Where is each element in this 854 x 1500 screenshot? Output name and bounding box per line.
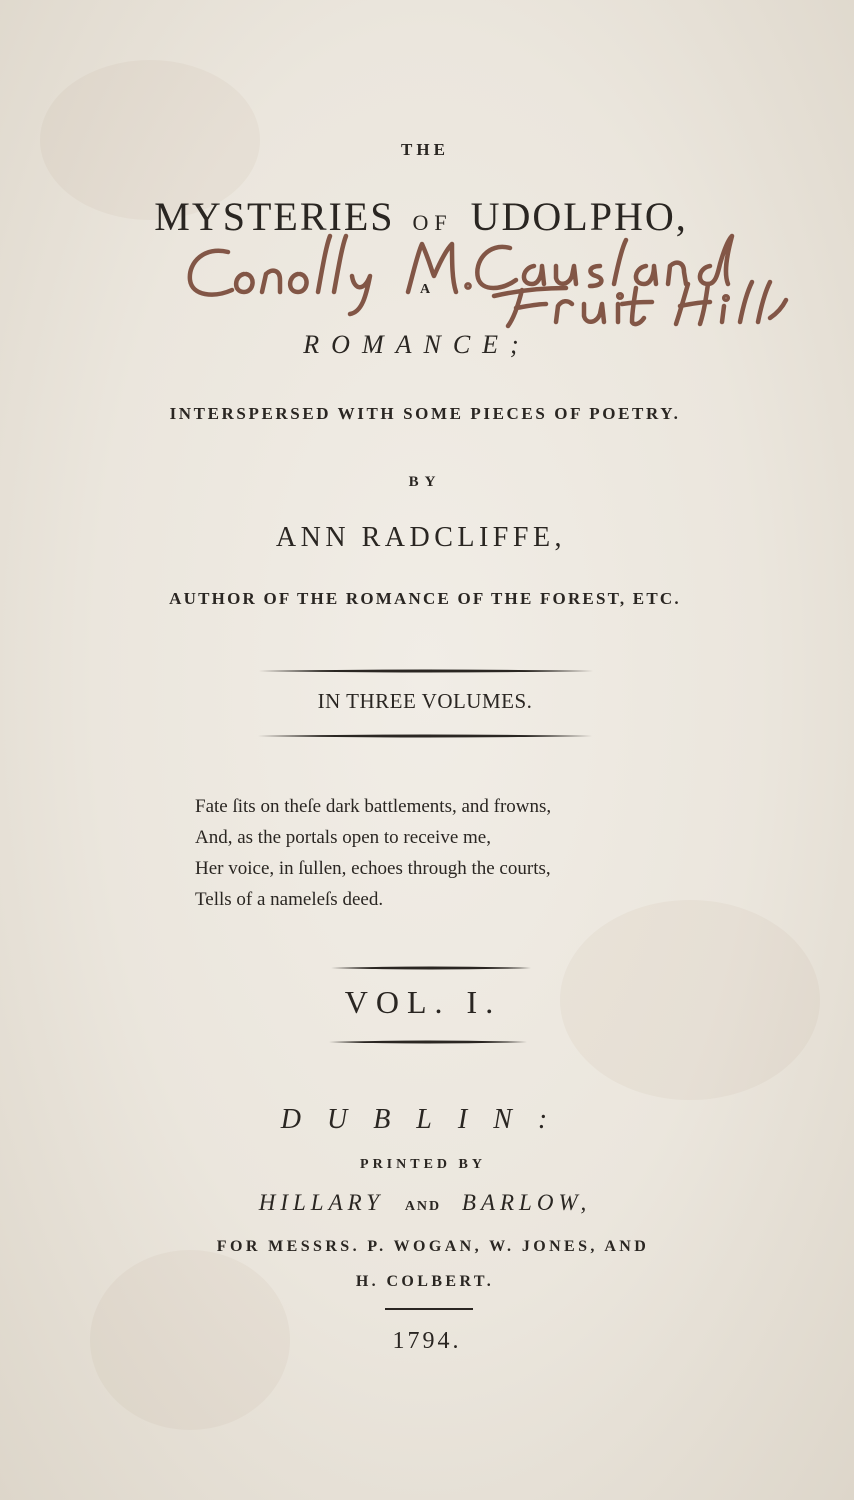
volume-count: IN THREE VOLUMES. <box>317 689 533 713</box>
printer-name: BARLOW, <box>461 1190 592 1215</box>
epigraph-line: Fate ſits on theſe dark battlements, and frowns, <box>195 796 552 817</box>
printer-name: HILLARY <box>258 1190 385 1215</box>
epigraph-line: And, as the portals open to receive me, <box>195 827 491 848</box>
book-title <box>0 193 848 240</box>
imprint-place: DUBLIN: <box>280 1104 574 1135</box>
title-article: THE <box>401 140 449 159</box>
book-title-part2: UDOLPHO, <box>470 194 688 239</box>
volume-number: VOL. I. <box>344 984 502 1020</box>
epigraph <box>195 791 551 915</box>
printed-by: PRINTED BY <box>360 1157 486 1172</box>
printer-conjunction: AND <box>404 1199 442 1214</box>
author-credits: AUTHOR OF THE ROMANCE OF THE FOREST, ETC. <box>169 589 681 608</box>
publishers-line: FOR MESSRS. P. WOGAN, W. JONES, AND <box>216 1238 650 1255</box>
epigraph-line: Tells of a nameleſs deed. <box>195 889 384 910</box>
publication-year: 1794. <box>392 1328 462 1354</box>
author-name: ANN RADCLIFFE, <box>275 522 567 553</box>
printers <box>0 1190 852 1216</box>
subtitle: INTERSPERSED WITH SOME PIECES OF POETRY. <box>169 404 681 423</box>
article-a: A <box>419 282 431 297</box>
book-title-part1: MYSTERIES <box>154 194 395 239</box>
by-line: BY <box>408 474 442 490</box>
genre: ROMANCE; <box>303 330 531 359</box>
publishers-line: H. COLBERT. <box>355 1273 495 1290</box>
book-title-of: OF <box>412 210 453 235</box>
epigraph-line: Her voice, in ſullen, echoes through the courts, <box>195 858 551 879</box>
